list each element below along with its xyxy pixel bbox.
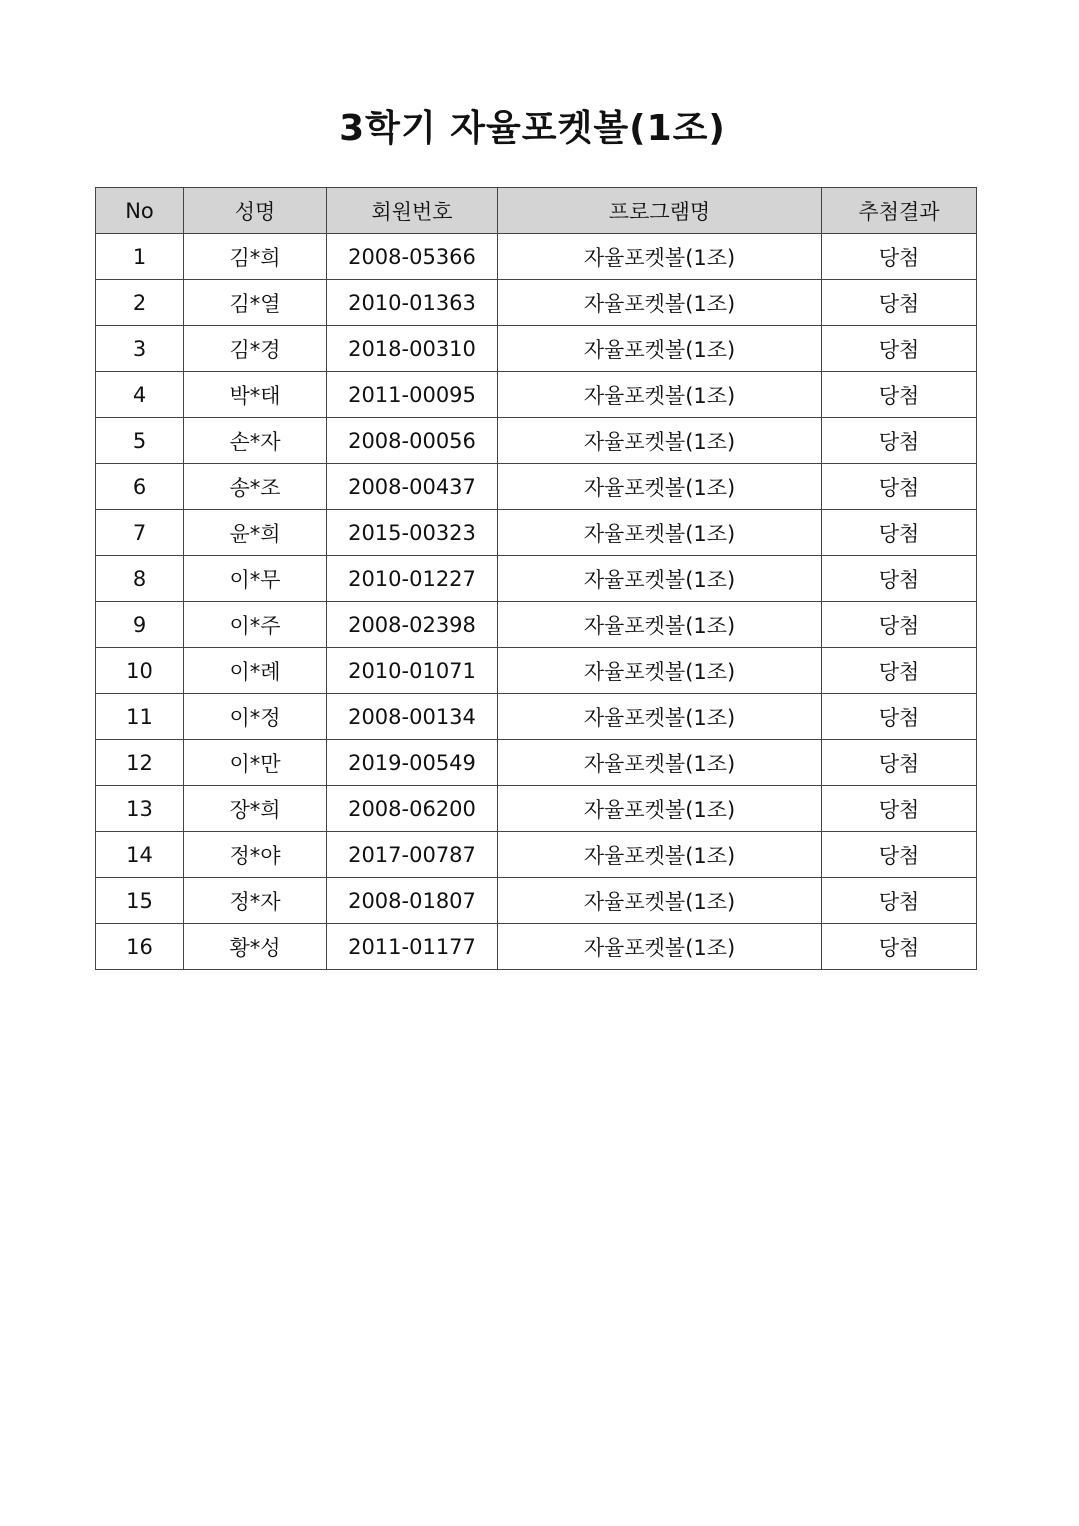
cell-name: 장*희 <box>184 786 327 832</box>
cell-name: 김*열 <box>184 280 327 326</box>
cell-member-id: 2008-00437 <box>327 464 498 510</box>
cell-program: 자율포켓볼(1조) <box>498 234 822 280</box>
cell-name: 송*조 <box>184 464 327 510</box>
cell-name: 손*자 <box>184 418 327 464</box>
cell-name: 정*야 <box>184 832 327 878</box>
cell-result: 당첨 <box>822 878 977 924</box>
cell-member-id: 2008-02398 <box>327 602 498 648</box>
table-row <box>96 694 977 740</box>
cell-no: 11 <box>96 694 184 740</box>
cell-result: 당첨 <box>822 556 977 602</box>
header-no: No <box>96 188 184 234</box>
cell-result: 당첨 <box>822 786 977 832</box>
cell-member-id: 2019-00549 <box>327 740 498 786</box>
cell-member-id: 2008-00134 <box>327 694 498 740</box>
cell-name: 김*경 <box>184 326 327 372</box>
cell-name: 이*정 <box>184 694 327 740</box>
cell-name: 정*자 <box>184 878 327 924</box>
cell-member-id: 2008-00056 <box>327 418 498 464</box>
cell-result: 당첨 <box>822 326 977 372</box>
cell-program: 자율포켓볼(1조) <box>498 694 822 740</box>
cell-program: 자율포켓볼(1조) <box>498 648 822 694</box>
cell-result: 당첨 <box>822 234 977 280</box>
table-row <box>96 924 977 970</box>
cell-name: 황*성 <box>184 924 327 970</box>
cell-program: 자율포켓볼(1조) <box>498 372 822 418</box>
cell-no: 1 <box>96 234 184 280</box>
cell-member-id: 2018-00310 <box>327 326 498 372</box>
cell-no: 4 <box>96 372 184 418</box>
cell-program: 자율포켓볼(1조) <box>498 556 822 602</box>
cell-program: 자율포켓볼(1조) <box>498 602 822 648</box>
cell-member-id: 2017-00787 <box>327 832 498 878</box>
cell-result: 당첨 <box>822 510 977 556</box>
cell-result: 당첨 <box>822 694 977 740</box>
cell-member-id: 2011-01177 <box>327 924 498 970</box>
cell-result: 당첨 <box>822 280 977 326</box>
table-row <box>96 878 977 924</box>
cell-program: 자율포켓볼(1조) <box>498 832 822 878</box>
cell-name: 이*주 <box>184 602 327 648</box>
cell-result: 당첨 <box>822 740 977 786</box>
cell-program: 자율포켓볼(1조) <box>498 418 822 464</box>
table-row <box>96 786 977 832</box>
header-member-id: 회원번호 <box>327 188 498 234</box>
cell-name: 박*태 <box>184 372 327 418</box>
header-result: 추첨결과 <box>822 188 977 234</box>
cell-no: 3 <box>96 326 184 372</box>
cell-no: 7 <box>96 510 184 556</box>
cell-name: 이*례 <box>184 648 327 694</box>
cell-no: 13 <box>96 786 184 832</box>
cell-member-id: 2015-00323 <box>327 510 498 556</box>
table-row <box>96 648 977 694</box>
header-program: 프로그램명 <box>498 188 822 234</box>
cell-no: 5 <box>96 418 184 464</box>
cell-no: 6 <box>96 464 184 510</box>
cell-no: 15 <box>96 878 184 924</box>
cell-member-id: 2011-00095 <box>327 372 498 418</box>
cell-no: 16 <box>96 924 184 970</box>
table-row <box>96 372 977 418</box>
cell-program: 자율포켓볼(1조) <box>498 878 822 924</box>
table-row <box>96 234 977 280</box>
cell-program: 자율포켓볼(1조) <box>498 786 822 832</box>
cell-no: 9 <box>96 602 184 648</box>
cell-program: 자율포켓볼(1조) <box>498 740 822 786</box>
table-row <box>96 280 977 326</box>
table-row <box>96 832 977 878</box>
cell-program: 자율포켓볼(1조) <box>498 924 822 970</box>
cell-member-id: 2010-01071 <box>327 648 498 694</box>
table-row <box>96 556 977 602</box>
cell-member-id: 2008-05366 <box>327 234 498 280</box>
cell-result: 당첨 <box>822 372 977 418</box>
table-row <box>96 418 977 464</box>
cell-no: 8 <box>96 556 184 602</box>
cell-member-id: 2010-01363 <box>327 280 498 326</box>
cell-program: 자율포켓볼(1조) <box>498 326 822 372</box>
cell-name: 김*희 <box>184 234 327 280</box>
cell-program: 자율포켓볼(1조) <box>498 510 822 556</box>
lottery-result-table <box>95 187 977 970</box>
cell-program: 자율포켓볼(1조) <box>498 464 822 510</box>
cell-result: 당첨 <box>822 602 977 648</box>
cell-result: 당첨 <box>822 418 977 464</box>
cell-result: 당첨 <box>822 464 977 510</box>
cell-program: 자율포켓볼(1조) <box>498 280 822 326</box>
cell-member-id: 2008-01807 <box>327 878 498 924</box>
page-title: 3학기 자율포켓볼(1조) <box>339 108 726 149</box>
cell-no: 10 <box>96 648 184 694</box>
cell-result: 당첨 <box>822 648 977 694</box>
cell-name: 이*만 <box>184 740 327 786</box>
table-body <box>96 234 977 970</box>
header-name: 성명 <box>184 188 327 234</box>
table-row <box>96 464 977 510</box>
table-row <box>96 740 977 786</box>
cell-no: 14 <box>96 832 184 878</box>
table-row <box>96 510 977 556</box>
cell-result: 당첨 <box>822 832 977 878</box>
cell-name: 윤*희 <box>184 510 327 556</box>
cell-result: 당첨 <box>822 924 977 970</box>
cell-member-id: 2008-06200 <box>327 786 498 832</box>
table-row <box>96 602 977 648</box>
cell-name: 이*무 <box>184 556 327 602</box>
cell-member-id: 2010-01227 <box>327 556 498 602</box>
cell-no: 12 <box>96 740 184 786</box>
table-header-row <box>96 188 977 234</box>
table-row <box>96 326 977 372</box>
cell-no: 2 <box>96 280 184 326</box>
